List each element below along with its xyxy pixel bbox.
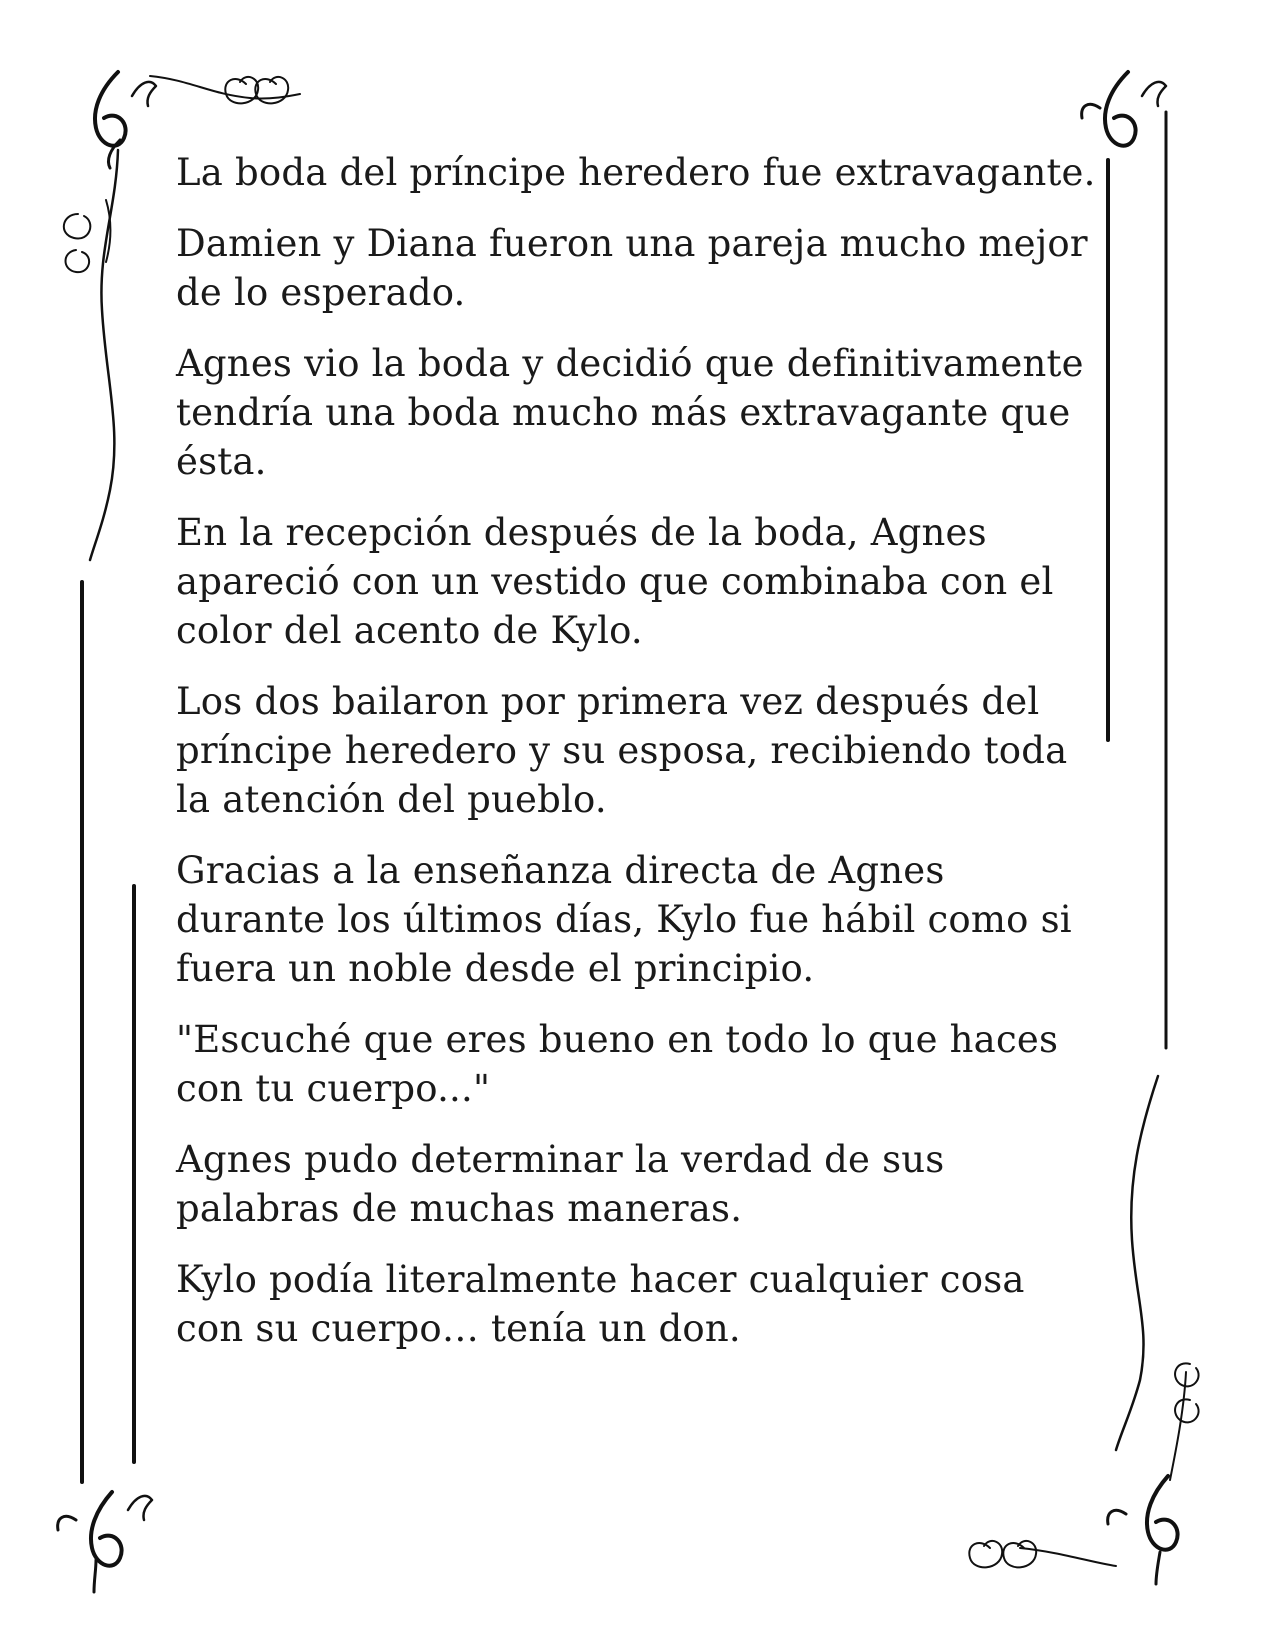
paragraph: Agnes pudo determinar la verdad de sus palabras de muchas maneras. (176, 1138, 945, 1230)
paragraph: Agnes vio la boda y decidió que definitivamente tendría una boda mucho más extravagante que ésta. (176, 342, 1084, 483)
paragraph: Kylo podía literalmente hacer cualquier cosa con su cuerpo… tenía un don. (176, 1258, 1025, 1350)
paragraph: Los dos bailaron por primera vez después del príncipe heredero y su esposa, recibiendo toda la atención del pueblo. (176, 680, 1068, 821)
paragraph: Gracias a la enseñanza directa de Agnes durante los últimos días, Kylo fue hábil como si fuera un noble desde el principio. (176, 849, 1072, 990)
paragraph: En la recepción después de la boda, Agnes apareció con un vestido que combinaba con el color del acento de Kylo. (176, 511, 1054, 652)
paragraph: "Escuché que eres bueno en todo lo que haces con tu cuerpo..." (176, 1018, 1059, 1110)
left-border-lines (82, 582, 134, 1482)
paragraph: Damien y Diana fueron una pareja mucho mejor de lo esperado. (176, 222, 1088, 314)
paragraph: La boda del príncipe heredero fue extravagante. (176, 151, 1096, 194)
flourish-bottom-left-icon (58, 1492, 152, 1592)
document-body (176, 148, 1096, 1375)
